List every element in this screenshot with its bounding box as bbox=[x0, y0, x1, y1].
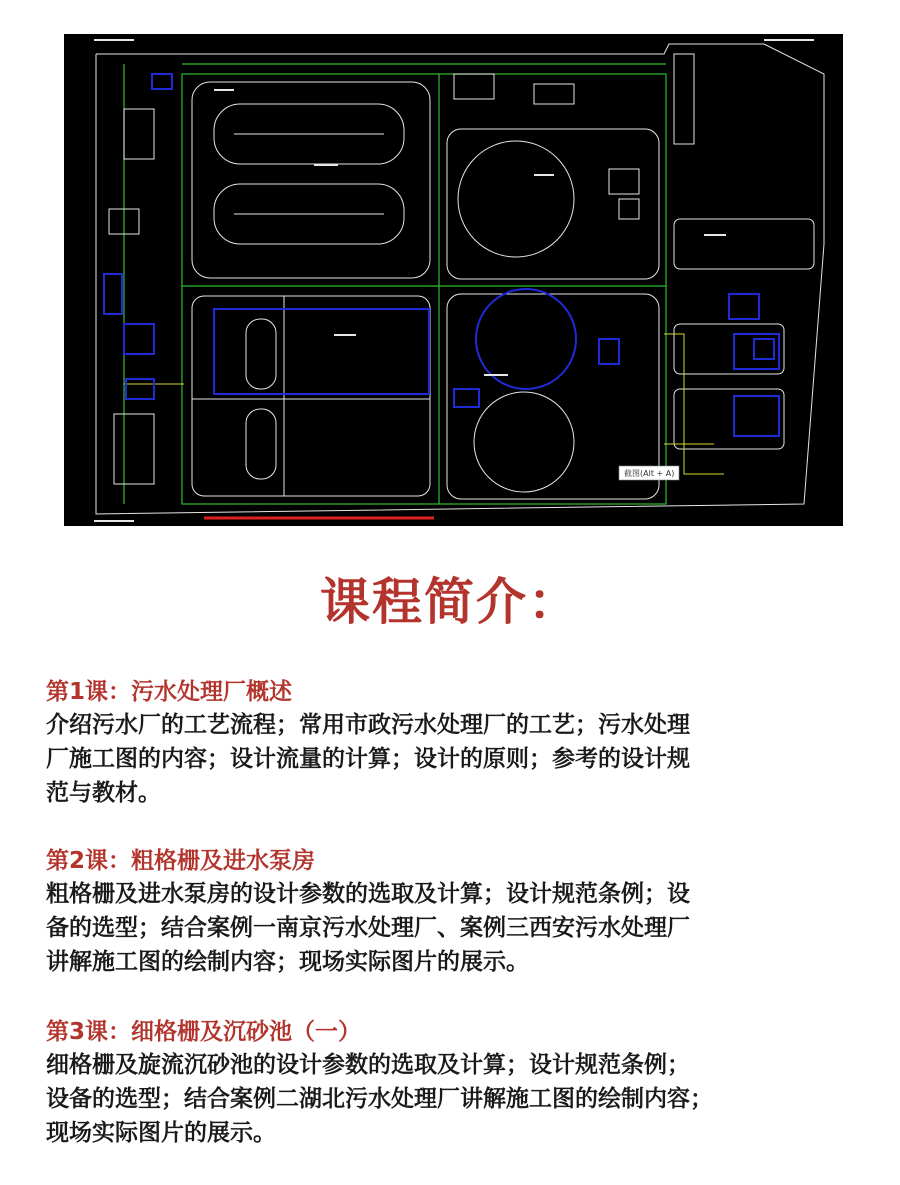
tooltip-text: 截图(Alt + A) bbox=[624, 469, 675, 478]
cad-site-plan-image bbox=[64, 34, 843, 526]
lesson-body bbox=[46, 1048, 866, 1150]
lesson-line: 设备的选型；结合案例二湖北污水处理厂讲解施工图的绘制内容； bbox=[46, 1086, 713, 1112]
lesson-body bbox=[46, 708, 866, 810]
lesson-3 bbox=[46, 1016, 866, 1150]
lesson-line: 细格栅及旋流沉砂池的设计参数的选取及计算；设计规范条例； bbox=[46, 1052, 690, 1078]
lesson-line: 厂施工图的内容；设计流量的计算；设计的原则；参考的设计规 bbox=[46, 746, 690, 772]
lesson-line: 讲解施工图的绘制内容；现场实际图片的展示。 bbox=[46, 949, 529, 975]
lesson-title: 第2课：粗格栅及进水泵房 bbox=[46, 848, 316, 874]
page-title: 课程简介： bbox=[320, 573, 580, 631]
lesson-line: 备的选型；结合案例一南京污水处理厂、案例三西安污水处理厂 bbox=[46, 915, 690, 941]
lesson-title: 第3课：细格栅及沉砂池（一） bbox=[46, 1019, 362, 1045]
lesson-line: 粗格栅及进水泵房的设计参数的选取及计算；设计规范条例；设 bbox=[46, 881, 690, 907]
lesson-line: 现场实际图片的展示。 bbox=[46, 1120, 276, 1146]
lesson-title: 第1课：污水处理厂概述 bbox=[46, 679, 293, 705]
lesson-1 bbox=[46, 676, 866, 810]
lesson-line: 范与教材。 bbox=[46, 780, 161, 806]
lesson-body bbox=[46, 877, 866, 979]
lesson-line: 介绍污水厂的工艺流程；常用市政污水处理厂的工艺；污水处理 bbox=[46, 712, 690, 738]
screenshot-tooltip bbox=[619, 466, 679, 480]
lesson-2 bbox=[46, 845, 866, 979]
cad-drawing bbox=[64, 34, 843, 526]
